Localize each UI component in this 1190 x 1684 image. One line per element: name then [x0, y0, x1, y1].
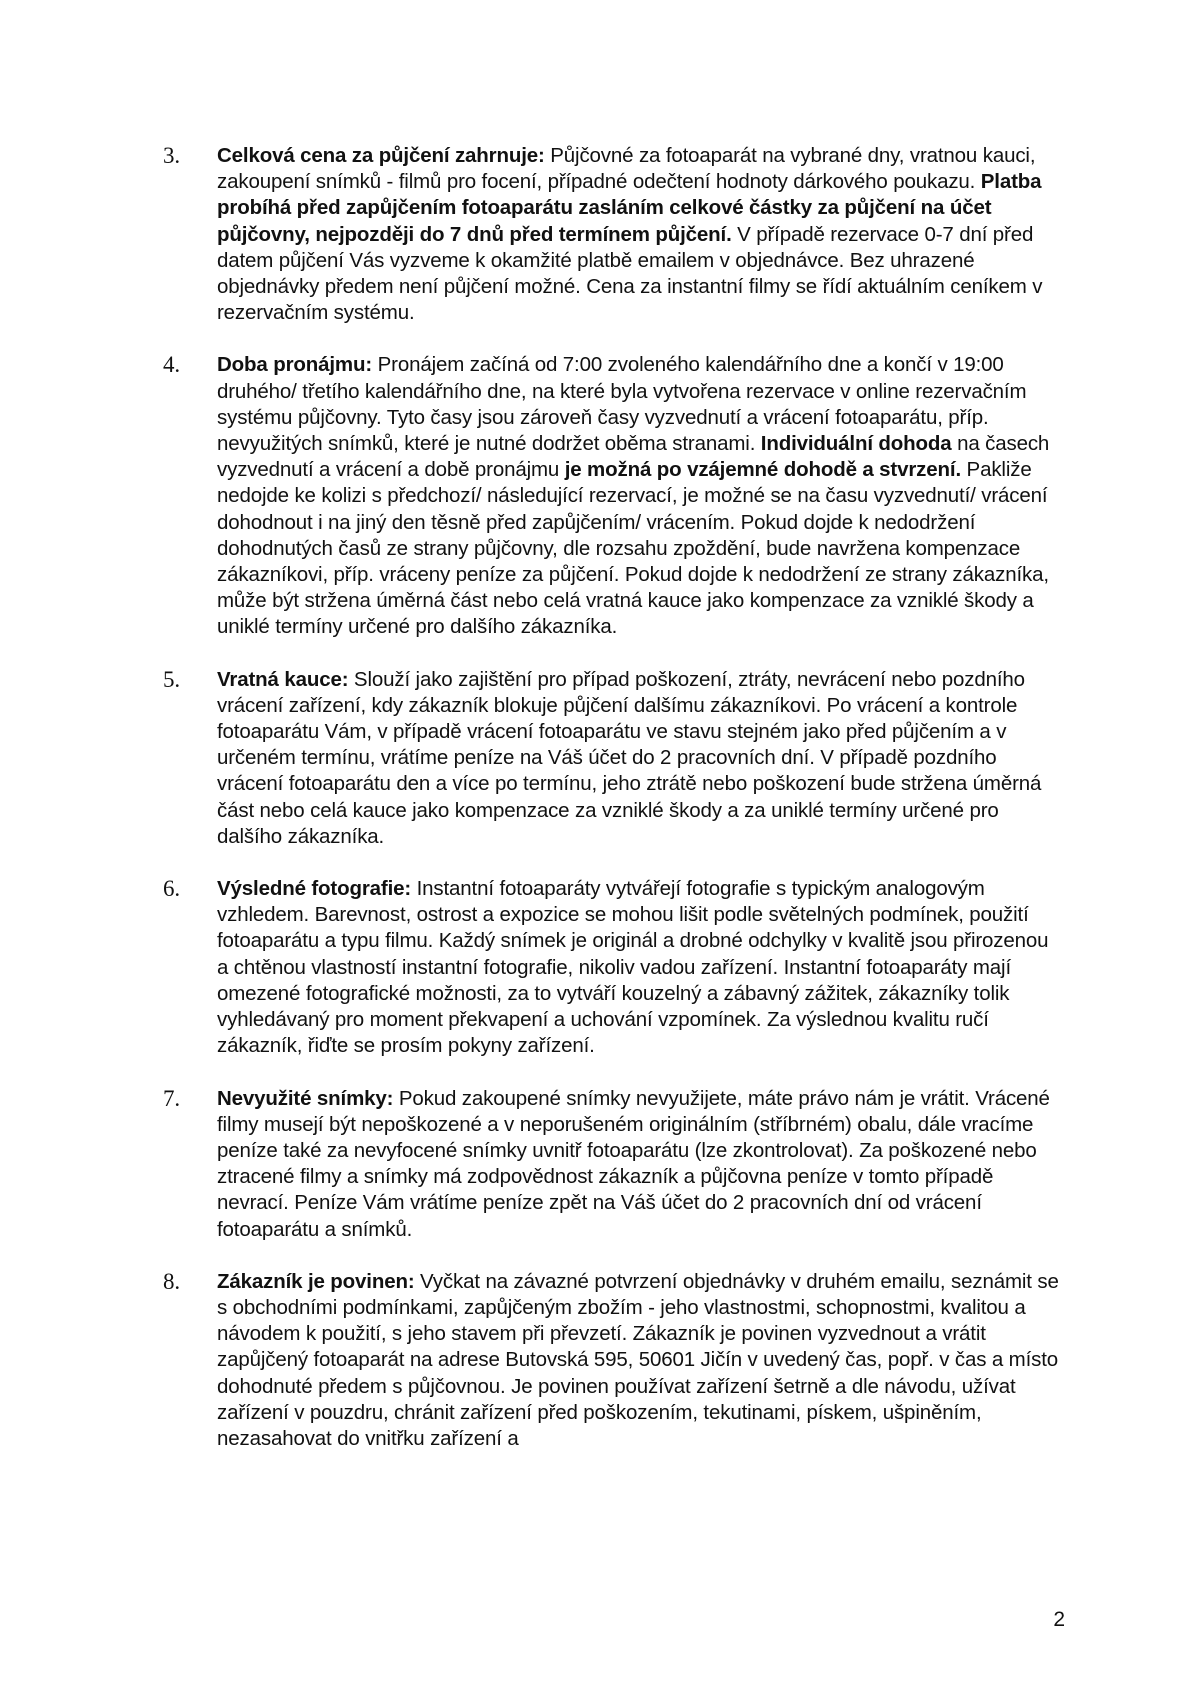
- item-heading: Nevyužité snímky:: [217, 1086, 394, 1110]
- item-text: Slouží jako zajištění pro případ poškození, ztráty, nevrácení nebo pozdního vrácení zařízení, kdy zákazník blokuje půjčení dalšímu zákazníkovi. Po vrácení a kontrole fotoaparátu Vám, v případě vrácení fotoaparátu ve stavu stejném jako před půjčením a v určeném termínu, vrátíme peníze na Váš účet do 2 pracovních dní. V případě pozdního vrácení fotoaparátu den a více po termínu, jeho ztrátě nebo poškození bude stržena úměrná část nebo celá kauce jako kompenzace za vzniklé škody a za uniklé termíny určené pro dalšího zákazníka.: [217, 667, 1042, 848]
- item-text: Pronájem začíná od 7:00 zvoleného kalendářního dne a končí v 19:00 druhého/ třetího kalendářního dne, na které byla vytvořena rezervace v online rezervačním systému půjčovny. Tyto časy jsou zároveň časy vyzvednutí a vrácení fotoaparátu, příp. nevyužitých snímků, které je nutné dodržet oběma stranami.: [217, 353, 1027, 456]
- item-text: V případě rezervace 0-7 dní před datem půjčení Vás vyzveme k okamžité platbě emailem v objednávce. Bez uhrazené objednávky předem není půjčení možné. Cena za instantní filmy se řídí aktuálním ceníkem v rezervačním systému.: [217, 222, 1043, 325]
- item-text: Vyčkat na závazné potvrzení objednávky v druhém emailu, seznámit se s obchodními podmínkami, zapůjčeným zbožím - jeho vlastnostmi, schopnostmi, kvalitou a návodem k použití, s jeho stavem při převzetí. Zákazník je povinen vyzvednout a vrátit zapůjčený fotoaparát na adrese Butovská 595, 50601 Jičín v uvedený čas, popř. v čas a místo dohodnuté předem s půjčovnou. Je povinen používat zařízení šetrně a dle návodu, užívat zařízení v pouzdru, chránit zařízení před poškozením, tekutinami, pískem, ušpiněním, nezasahovat do vnitřku zařízení a: [217, 1269, 1059, 1450]
- item-text: na časech vyzvednutí a vrácení a době pronájmu: [217, 432, 1050, 482]
- item-emphasis: Individuální dohoda: [760, 432, 952, 456]
- item-emphasis: Platba probíhá před zapůjčením fotoaparátu zasláním celkové částky za půjčení na účet půjčovny, nejpozději do 7 dnů před termínem půjčení.: [217, 170, 1042, 246]
- item-heading: Zákazník je povinen:: [217, 1269, 415, 1293]
- item-text: Pokud zakoupené snímky nevyužijete, máte právo nám je vrátit. Vrácené filmy musejí být nepoškozené a v neporušeném originálním (stříbrném) obalu, dále vracíme peníze také za nevyfocené snímky uvnitř fotoaparátu (lze zkontrolovat). Za poškozené nebo ztracené filmy a snímky má zodpovědnost zákazník a půjčovna peníze v tomto případě nevrací. Peníze Vám vrátíme peníze zpět na Váš účet do 2 pracovních dní od vrácení fotoaparátu a snímků.: [217, 1086, 1050, 1241]
- item-heading: Celková cena za půjčení zahrnuje:: [217, 144, 545, 167]
- item-text: Instantní fotoaparáty vytvářejí fotografie s typickým analogovým vzhledem. Barevnost, ostrost a expozice se mohou lišit podle světelných podmínek, použití fotoaparátu a typu filmu. Každý snímek je originál a drobné odchylky v kvalitě jsou přirozenou a chtěnou vlastností instantní fotografie, nikoliv vadou zařízení. Instantní fotoaparáty mají omezené fotografické možnosti, za to vytváří kouzelný a zábavný zážitek, zákazníky tolik vyhledávaný pro moment překvapení a uchování vzpomínek. Za výslednou kvalitu ručí zákazník, řiďte se prosím pokyny zařízení.: [217, 877, 1049, 1058]
- item-heading: Výsledné fotografie:: [217, 877, 412, 901]
- list-item-4: [163, 352, 1065, 640]
- item-number: 7.: [163, 1085, 180, 1111]
- item-number: 8.: [163, 1268, 180, 1294]
- list-item-3: [163, 143, 1065, 326]
- item-text: Pakliže nedojde ke kolizi s předchozí/ následující rezervací, je možné se na času vyzvednutí/ vrácení dohodnout i na jiný den těsně před zapůjčením/ vrácením. Pokud dojde k nedodržení dohodnutých časů ze strany půjčovny, dle rozsahu zpoždění, bude navržena kompenzace zákazníkovi, příp. vráceny peníze za půjčení. Pokud dojde k nedodržení ze strany zákazníka, může být stržena úměrná část nebo celá vratná kauce jako kompenzace za vzniklé škody a uniklé termíny určené pro dalšího zákazníka.: [217, 458, 1049, 639]
- item-number: 3.: [163, 143, 180, 168]
- item-number: 5.: [163, 666, 180, 692]
- list-item-5: [163, 667, 1065, 850]
- terms-list: [163, 143, 1065, 1478]
- item-heading: Vratná kauce:: [217, 667, 349, 691]
- item-emphasis: je možná po vzájemné dohodě a stvrzení.: [564, 458, 961, 482]
- list-item-8: [163, 1269, 1065, 1452]
- page-number: 2: [1053, 1608, 1065, 1631]
- list-item-6: [163, 876, 1065, 1059]
- item-number: 4.: [163, 352, 180, 378]
- item-text: Půjčovné za fotoaparát na vybrané dny, vratnou kauci, zakoupení snímků - filmů pro focení, případné odečtení hodnoty dárkového poukazu.: [217, 144, 1036, 194]
- item-number: 6.: [163, 876, 180, 902]
- item-heading: Doba pronájmu:: [217, 353, 373, 377]
- list-item-7: [163, 1086, 1065, 1243]
